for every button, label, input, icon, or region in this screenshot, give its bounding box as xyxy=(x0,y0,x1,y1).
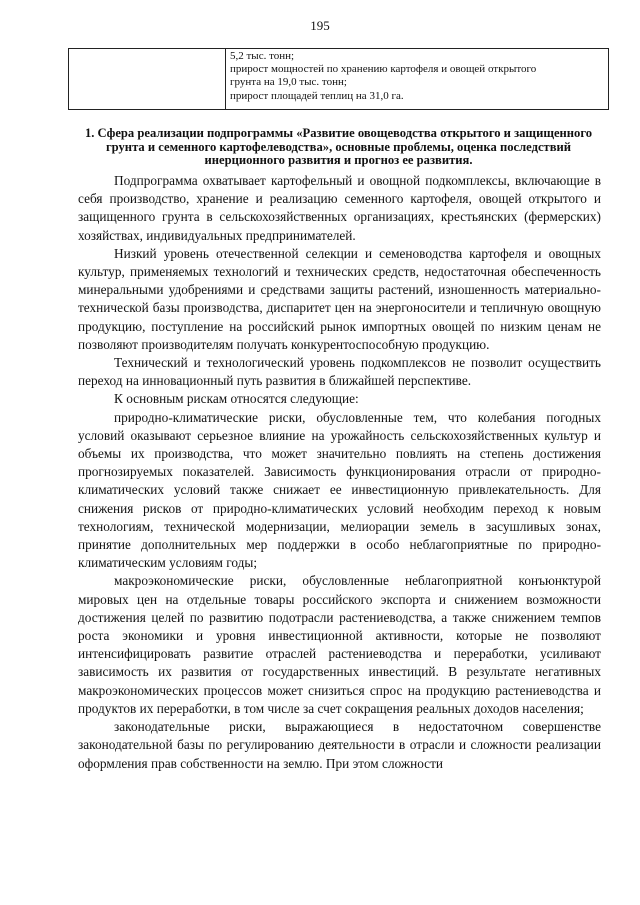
table-right-cell xyxy=(230,50,604,103)
paragraph: Низкий уровень отечественной селекции и семеноводства картофеля и овощных культур, применяемых технологий и технических средств, недостаточная обеспеченность минеральными удобрениями и средствами защиты растений, изношенность материально-технической базы производства, диспаритет цен на энергоносители и тепличную овощную продукцию, поступление на российский рынок импортных овощей по низким ценам не позволяют производителям получать конкурентоспособную продукцию. xyxy=(78,245,601,352)
page-number: 195 xyxy=(310,18,330,33)
table-left-cell xyxy=(69,49,226,109)
table-line: прирост площадей теплиц на 31,0 га. xyxy=(230,89,404,102)
table-line: 5,2 тыс. тонн; xyxy=(230,50,295,62)
table-line: грунта на 19,0 тыс. тонн; xyxy=(230,76,347,89)
paragraph: законодательные риски, выражающиеся в недостаточном совершенстве законодательной базы по регулированию деятельности в отрасли и сложности реализации оформления прав собственности на землю. При этом сложности xyxy=(78,719,601,771)
continuation-table xyxy=(68,48,609,110)
paragraph: природно-климатические риски, обусловленные тем, что колебания погодных условий оказывают серьезное влияние на урожайность сельскохозяйственных культур и объемы их производства, что может значительно повлиять на степень достижения прогнозируемых показателей. Зависимость функционирования отрасли от природно-климатических условий также снижает ее инвестиционную привлекательность. Для снижения рисков от природно-климатических условий необходим переход к новым технологиям, технической модернизации, мелиорации земель в засушливых зонах, принятие дополнительных мер поддержки в особо неблагоприятные по природно-климатическим условиям годы; xyxy=(78,409,601,571)
paragraph: макроэкономические риски, обусловленные неблагоприятной конъюнктурой мировых цен на отдельные товары российского экспорта и снижением возможности достижения целей по развитию подотрасли растениеводства, а также снижением темпов роста экономики и уровня инвестиционной активности, которые не позволяют интенсифицировать развитие отраслей растениеводства и переработки, усиливают зависимость их развития от государственных инвестиций. В результате негативных макроэкономических процессов может снизиться спрос на продукцию растениеводства и продуктов их переработки, в том числе за счет сокращения реальных доходов населения; xyxy=(78,573,601,716)
paragraph: Подпрограмма охватывает картофельный и овощной подкомплексы, включающие в себя производство, хранение и реализацию семенного картофеля, овощей открытого и защищенного грунта в сельскохозяйственных организациях, крестьянских (фермерских) хозяйствах, индивидуальных предпринимателей. xyxy=(78,173,601,243)
body-text xyxy=(78,172,601,773)
section-heading: 1. Сфера реализации подпрограммы «Развитие овощеводства открытого и защищенного грунта и семенного картофелеводства», основные проблемы, оценка последствий инерционного развития и прогноз ее развития. xyxy=(84,126,593,167)
paragraph: К основным рискам относятся следующие: xyxy=(114,391,359,407)
table-line: прирост мощностей по хранению картофеля и овощей открытого xyxy=(230,63,537,76)
paragraph: Технический и технологический уровень подкомплексов не позволит осуществить переход на инновационный путь развития в ближайшей перспективе. xyxy=(78,355,601,389)
